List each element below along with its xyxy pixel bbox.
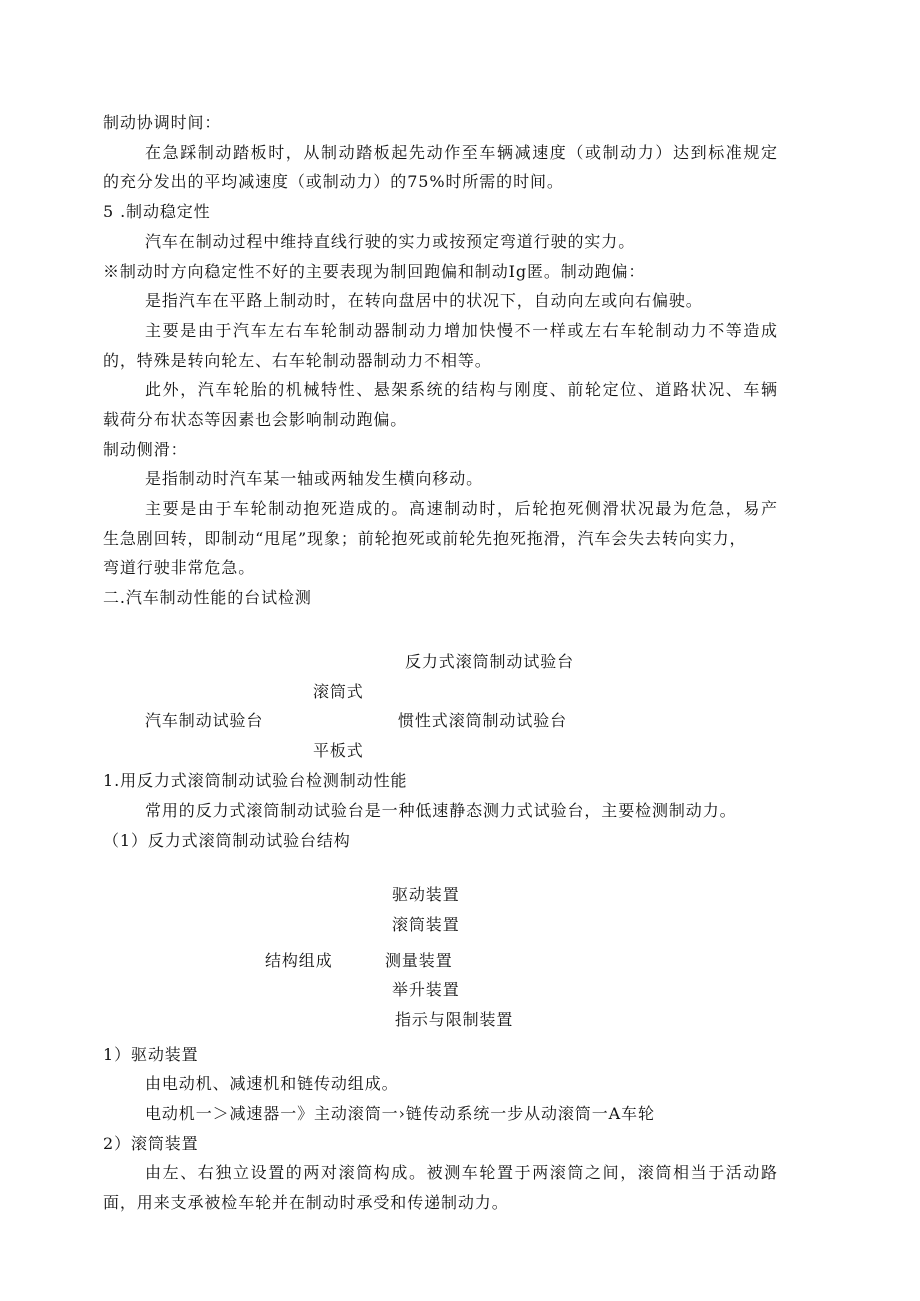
tree-reaction-type: 反力式滚筒制动试验台 <box>405 652 575 671</box>
paragraph-reaction-bench-intro: 常用的反力式滚筒制动试验台是一种低速静态测力式试验台，主要检测制动力。 <box>145 801 737 820</box>
structure-item-drive: 驱动装置 <box>392 885 460 904</box>
paragraph-coordination-line2: 的充分发出的平均减速度（或制动力）的75%时所需的时间。 <box>103 172 564 191</box>
tree-roller-type: 滚筒式 <box>313 682 364 701</box>
structure-root: 结构组成 <box>265 951 333 970</box>
paragraph-roller-line1: 由左、右独立设置的两对滚筒构成。被测车轮置于两滚筒之间，滚筒相当于活动路 <box>145 1163 779 1182</box>
tree-inertia-type: 惯性式滚筒制动试验台 <box>398 711 568 730</box>
paragraph-drive-chain: 电动机一＞减速器一》主动滚筒一›链传动系统一步从动滚筒一A车轮 <box>145 1104 655 1123</box>
paragraph-sideslip-definition: 是指制动时汽车某一轴或两轴发生横向移动。 <box>145 469 484 488</box>
paragraph-sideslip-cause-line1: 主要是由于车轮制动抱死造成的。高速制动时，后轮抱死侧滑状况最为危急，易产 <box>145 499 779 518</box>
structure-item-lift: 举升装置 <box>392 980 460 999</box>
structure-item-measure: 测量装置 <box>385 951 453 970</box>
paragraph-deviation-definition: 是指汽车在平路上制动时，在转向盘居中的状况下，自动向左或向右偏驶。 <box>145 291 703 310</box>
structure-item-indicator: 指示与限制装置 <box>395 1010 514 1029</box>
paragraph-roller-line2: 面，用来支承被检车轮并在制动时承受和传递制动力。 <box>103 1193 509 1212</box>
note-stability: ※制动时方向稳定性不好的主要表现为制回跑偏和制动Ig匿。制动跑偏： <box>103 262 646 281</box>
paragraph-deviation-other-line2: 载荷分布状态等因素也会影响制动跑偏。 <box>103 410 408 429</box>
heading-brake-sideslip: 制动侧滑： <box>103 440 188 459</box>
paragraph-deviation-cause-line2: 的，特殊是转向轮左、右车轮制动器制动力不相等。 <box>103 351 492 370</box>
paragraph-stability: 汽车在制动过程中维持直线行驶的实力或按预定弯道行驶的实力。 <box>145 232 636 251</box>
heading-brake-stability: 5 .制动稳定性 <box>103 202 211 221</box>
paragraph-drive-composition: 由电动机、减速机和链传动组成。 <box>145 1074 399 1093</box>
heading-bench-structure: （1）反力式滚筒制动试验台结构 <box>103 831 351 850</box>
paragraph-deviation-cause-line1: 主要是由于汽车左右车轮制动器制动力增加快慢不一样或左右车轮制动力不等造成 <box>145 321 779 340</box>
structure-item-roller: 滚筒装置 <box>392 915 460 934</box>
paragraph-coordination-line1: 在急踩制动踏板时，从制动踏板起先动作至车辆减速度（或制动力）达到标准规定 <box>145 143 779 162</box>
heading-reaction-bench-use: 1.用反力式滚筒制动试验台检测制动性能 <box>103 771 408 790</box>
tree-root-brake-test-bench: 汽车制动试验台 <box>145 711 264 730</box>
heading-coordination-time: 制动协调时间： <box>103 113 222 132</box>
paragraph-deviation-other-line1: 此外，汽车轮胎的机械特性、悬架系统的结构与刚度、前轮定位、道路状况、车辆 <box>145 380 779 399</box>
heading-roller-device: 2）滚筒装置 <box>103 1134 199 1153</box>
heading-drive-device: 1）驱动装置 <box>103 1045 199 1064</box>
tree-plate-type: 平板式 <box>313 741 364 760</box>
heading-section-bench-test: 二.汽车制动性能的台试检测 <box>103 588 312 607</box>
paragraph-sideslip-cause-line3: 弯道行驶非常危急。 <box>103 558 256 577</box>
paragraph-sideslip-cause-line2: 生急剧回转，即制动“甩尾”现象；前轮抱死或前轮先抱死拖滑，汽车会失去转向实力， <box>103 529 747 548</box>
